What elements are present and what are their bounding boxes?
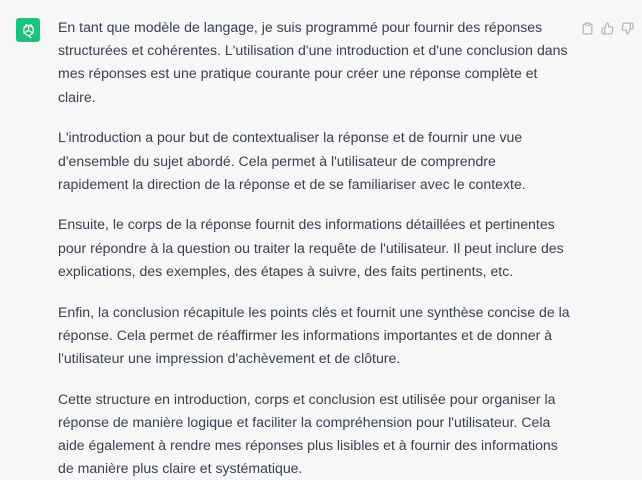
clipboard-icon <box>581 22 594 35</box>
bottom-fade <box>0 430 642 436</box>
message-paragraph-introduction-role: L'introduction a pour but de contextualiser la réponse et de fournir une vue d'ensemble du sujet abordé. Cela permet à l'utilisateur de comprendre rapidement la direction de la réponse et de se familiariser avec le contexte. <box>58 129 526 192</box>
thumbs-up-icon <box>601 22 614 35</box>
thumbs-down-icon <box>621 22 634 35</box>
openai-logo-icon <box>20 22 37 39</box>
assistant-avatar <box>16 18 40 42</box>
message-actions <box>579 20 635 36</box>
copy-button[interactable] <box>579 20 595 36</box>
message-paragraph-summary: Cette structure en introduction, corps et conclusion est utilisée pour organiser la réponse de manière logique et faciliter la compréhension pour l'utilisateur. Cela aide également à rendre mes réponses plus lisibles et à fournir des informations de manière plus claire et systématique. <box>58 390 558 477</box>
message-paragraph-conclusion: Enfin, la conclusion récapitule les points clés et fournit une synthèse concise de la réponse. Cela permet de réaffirmer les informations importantes et de donner à l'utilisateur une impression d'achèvement et de clôture. <box>58 303 570 366</box>
like-button[interactable] <box>599 20 615 36</box>
message-paragraph-body: Ensuite, le corps de la réponse fournit des informations détaillées et pertinentes pour répondre à la question ou traiter la requête de l'utilisateur. Il peut inclure des explications, des exemples, des étapes à suivre, des faits pertinents, etc. <box>58 216 564 279</box>
message-paragraph-intro: En tant que modèle de langage, je suis programmé pour fournir des réponses structurées et cohérentes. L'utilisation d'une introduction et d'une conclusion dans mes réponses est une pratique courante pour créer une réponse complète et claire. <box>58 19 568 105</box>
message-content <box>58 16 570 480</box>
dislike-button[interactable] <box>619 20 635 36</box>
